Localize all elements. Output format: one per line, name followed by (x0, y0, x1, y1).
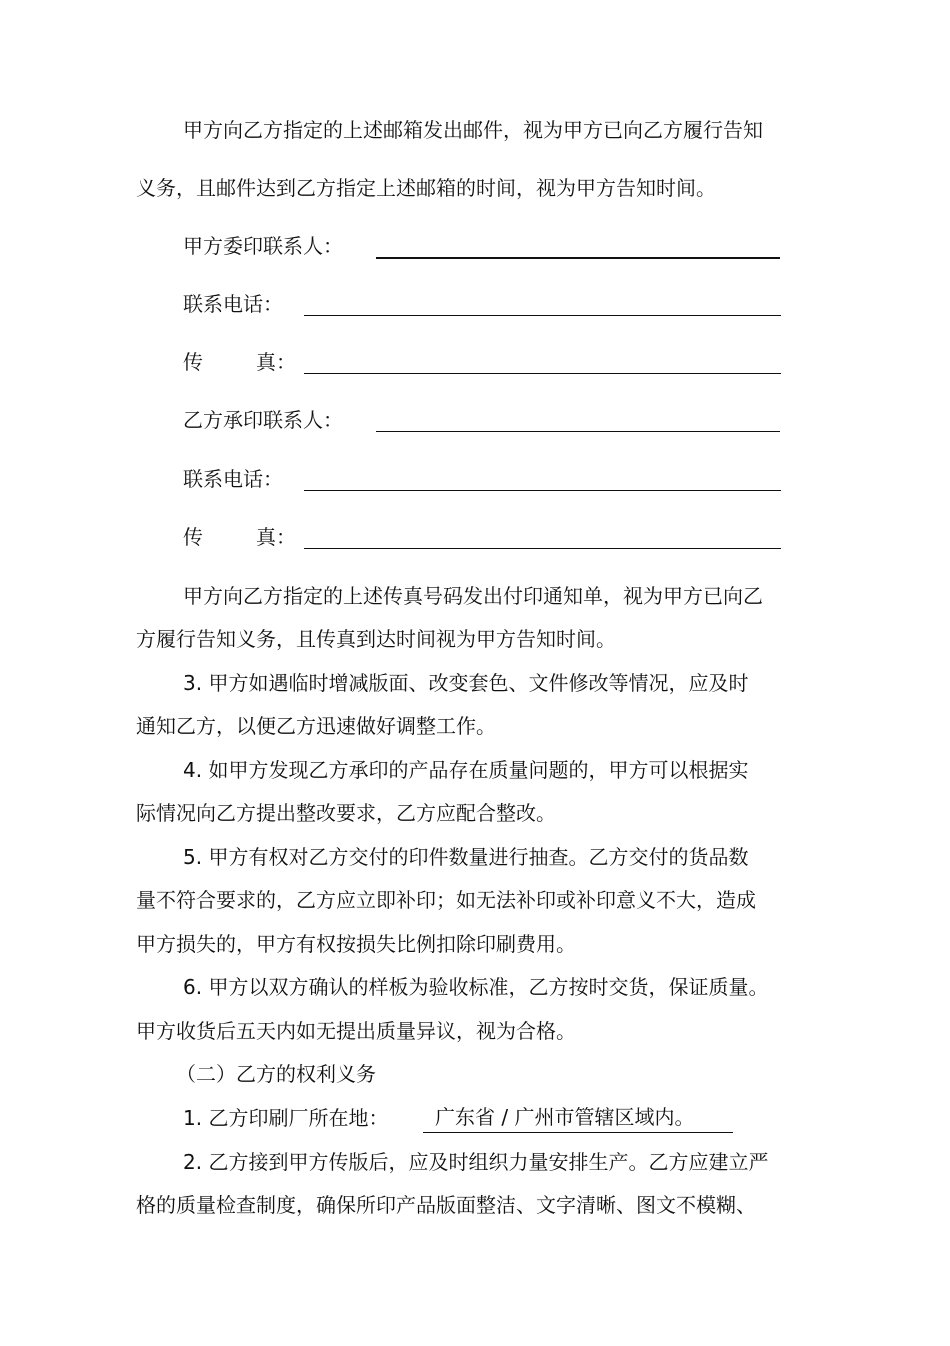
party-b-fax-blank[interactable] (304, 548, 781, 549)
item-6-line-1 (0, 971, 950, 1003)
paragraph-text: 方履行告知义务，且传真到达时间视为甲方告知时间。 (136, 627, 616, 651)
party-b-contact-label: 乙方承印联系人： (183, 408, 343, 432)
paragraph-text: 甲方收货后五天内如无提出质量异议，视为合格。 (136, 1019, 576, 1043)
party-a-phone-blank[interactable] (304, 315, 781, 316)
section-heading: （二）乙方的权利义务 (176, 1062, 376, 1086)
party-b-fax-label-2: 真： (256, 525, 296, 549)
item-3-line-2 (0, 710, 950, 742)
paragraph-text: 甲方向乙方指定的上述传真号码发出付印通知单，视为甲方已向乙 (183, 584, 763, 608)
paragraph-text: 5. 甲方有权对乙方交付的印件数量进行抽查。乙方交付的货品数 (183, 845, 749, 869)
party-b-fax-row (0, 521, 950, 553)
party-b-phone-blank[interactable] (304, 490, 781, 491)
party-a-fax-label-1: 传 (183, 350, 203, 374)
item-5-line-2 (0, 884, 950, 916)
paragraph-text: 际情况向乙方提出整改要求，乙方应配合整改。 (136, 801, 556, 825)
b-item-2-line-1 (0, 1146, 950, 1178)
item-5-line-3 (0, 928, 950, 960)
party-a-fax-row (0, 346, 950, 378)
party-b-phone-label: 联系电话： (183, 467, 283, 491)
party-b-contact-blank[interactable] (376, 431, 780, 432)
item-6-line-2 (0, 1015, 950, 1047)
item-4-line-2 (0, 797, 950, 829)
b-item-2-line-2 (0, 1189, 950, 1221)
paragraph-text: 4. 如甲方发现乙方承印的产品存在质量问题的，甲方可以根据实 (183, 758, 749, 782)
fax-notice-line-2 (0, 623, 950, 655)
party-a-phone-label: 联系电话： (183, 292, 283, 316)
fax-notice-line-1 (0, 580, 950, 612)
item-3-line-1 (0, 667, 950, 699)
email-notice-line-1 (0, 114, 950, 146)
factory-location-label: 1. 乙方印刷厂所在地： (183, 1106, 389, 1130)
paragraph-text: 通知乙方，以便乙方迅速做好调整工作。 (136, 714, 496, 738)
email-notice-line-2 (0, 172, 950, 204)
paragraph-text: 义务，且邮件达到乙方指定上述邮箱的时间，视为甲方告知时间。 (136, 176, 716, 200)
paragraph-text: 格的质量检查制度，确保所印产品版面整洁、文字清晰、图文不模糊、 (136, 1193, 756, 1217)
paragraph-text: 甲方损失的，甲方有权按损失比例扣除印刷费用。 (136, 932, 576, 956)
party-a-contact-blank[interactable] (376, 257, 780, 259)
party-a-fax-blank[interactable] (304, 373, 781, 374)
party-a-contact-label: 甲方委印联系人： (183, 234, 343, 258)
paragraph-text: 2. 乙方接到甲方传版后，应及时组织力量安排生产。乙方应建立严 (183, 1150, 769, 1174)
paragraph-text: 6. 甲方以双方确认的样板为验收标准，乙方按时交货，保证质量。 (183, 975, 769, 999)
factory-location-value: 广东省 / 广州市管辖区域内。 (423, 1102, 733, 1133)
party-a-fax-label-2: 真： (256, 350, 296, 374)
party-a-contact-row (0, 230, 950, 262)
paragraph-text: 甲方向乙方指定的上述邮箱发出邮件，视为甲方已向乙方履行告知 (183, 118, 763, 142)
party-b-contact-row (0, 404, 950, 436)
b-item-1-row (0, 1102, 950, 1134)
party-b-phone-row (0, 463, 950, 495)
paragraph-text: 3. 甲方如遇临时增减版面、改变套色、文件修改等情况，应及时 (183, 671, 749, 695)
paragraph-text: 量不符合要求的，乙方应立即补印；如无法补印或补印意义不大，造成 (136, 888, 756, 912)
section-2-heading-row (0, 1058, 950, 1090)
party-b-fax-label-1: 传 (183, 525, 203, 549)
item-4-line-1 (0, 754, 950, 786)
item-5-line-1 (0, 841, 950, 873)
party-a-phone-row (0, 288, 950, 320)
